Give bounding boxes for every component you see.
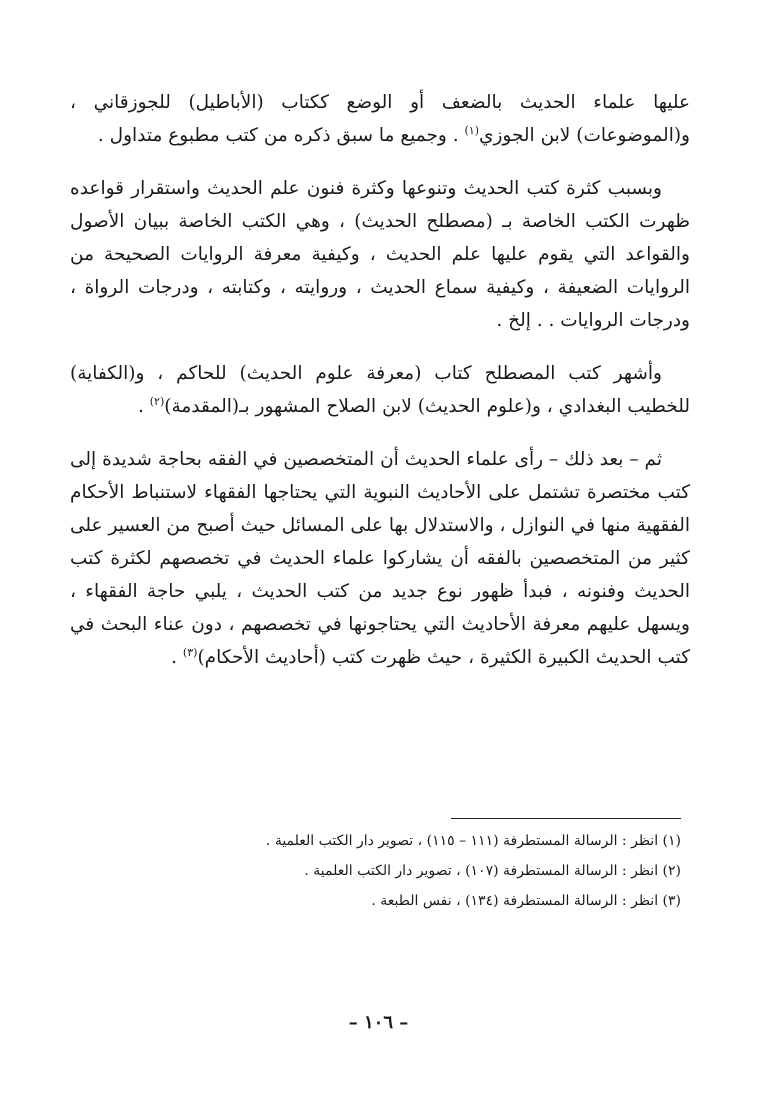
footnote-3: (٣) انظر : الرسالة المستطرفة (١٣٤) ، نفس الطبعة . [371,893,681,909]
footnote-divider [451,818,681,819]
footnote-ref-3[interactable]: (٣) [182,645,198,659]
footnotes [121,826,681,916]
paragraph-3 [70,357,690,423]
page-number: – ١٠٦ – [348,1012,409,1033]
paragraph-4-tail: . [171,647,183,668]
footnote-ref-2[interactable]: (٢) [149,394,165,408]
paragraph-3-tail: . [137,396,150,417]
paragraph-3-text: وأشهر كتب المصطلح كتاب (معرفة علوم الحديث) للحاكم ، و(الكفاية) للخطيب البغدادي ، و(علوم الحديث) لابن الصلاح المشهور بـ(المقدمة) [70,363,690,417]
paragraph-4-text: ثم – بعد ذلك – رأى علماء الحديث أن المتخصصين في الفقه بحاجة شديدة إلى كتب مختصرة تشتمل على الأحاديث النبوية التي يحتاجها الفقهاء لاستنباط الأحكام الفقهية منها في النوازل ، والاستدلال بها على المسائل حيث أصبح من العسير على كثير من المتخصصين بالفقه أن يشاركوا علماء الحديث في تخصصهم لكثرة كتب الحديث وفنونه ، فبدأ ظهور نوع جديد من كتب الحديث ، يلبي حاجة الفقهاء ، ويسهل عليهم معرفة الأحاديث التي يحتاجونها في تخصصهم ، دون عناء البحث في كتب الحديث الكبيرة الكثيرة ، حيث ظهرت كتب (أحاديث الأحكام) [70,449,690,668]
footnote-1: (١) انظر : الرسالة المستطرفة (١١١ – ١١٥) ، تصوير دار الكتب العلمية . [265,833,681,849]
paragraph-1-tail: . وجميع ما سبق ذكره من كتب مطبوع متداول . [97,125,465,146]
footnote-ref-1[interactable]: (١) [464,123,479,137]
paragraph-1 [70,86,690,152]
footnote-2: (٢) انظر : الرسالة المستطرفة (١٠٧) ، تصوير دار الكتب العلمية . [304,863,681,879]
page-body [70,86,690,674]
paragraph-4 [70,443,690,674]
paragraph-1-text: عليها علماء الحديث بالضعف أو الوضع ككتاب (الأباطيل) للجوزقاني ، و(الموضوعات) لابن الجوزي [70,92,690,146]
paragraph-2: وبسبب كثرة كتب الحديث وتنوعها وكثرة فنون علم الحديث واستقرار قواعده ظهرت الكتب الخاصة بـ (مصطلح الحديث) ، وهي الكتب الخاصة ببيان الأصول والقواعد التي يقوم عليها علم الحديث ، وكيفية معرفة الروايات الصحيحة من الروايات الضعيفة ، وكيفية سماع الحديث ، وروايته ، وكتابته ، ودرجات الرواة ، ودرجات الروايات . . إلخ . [70,178,690,331]
